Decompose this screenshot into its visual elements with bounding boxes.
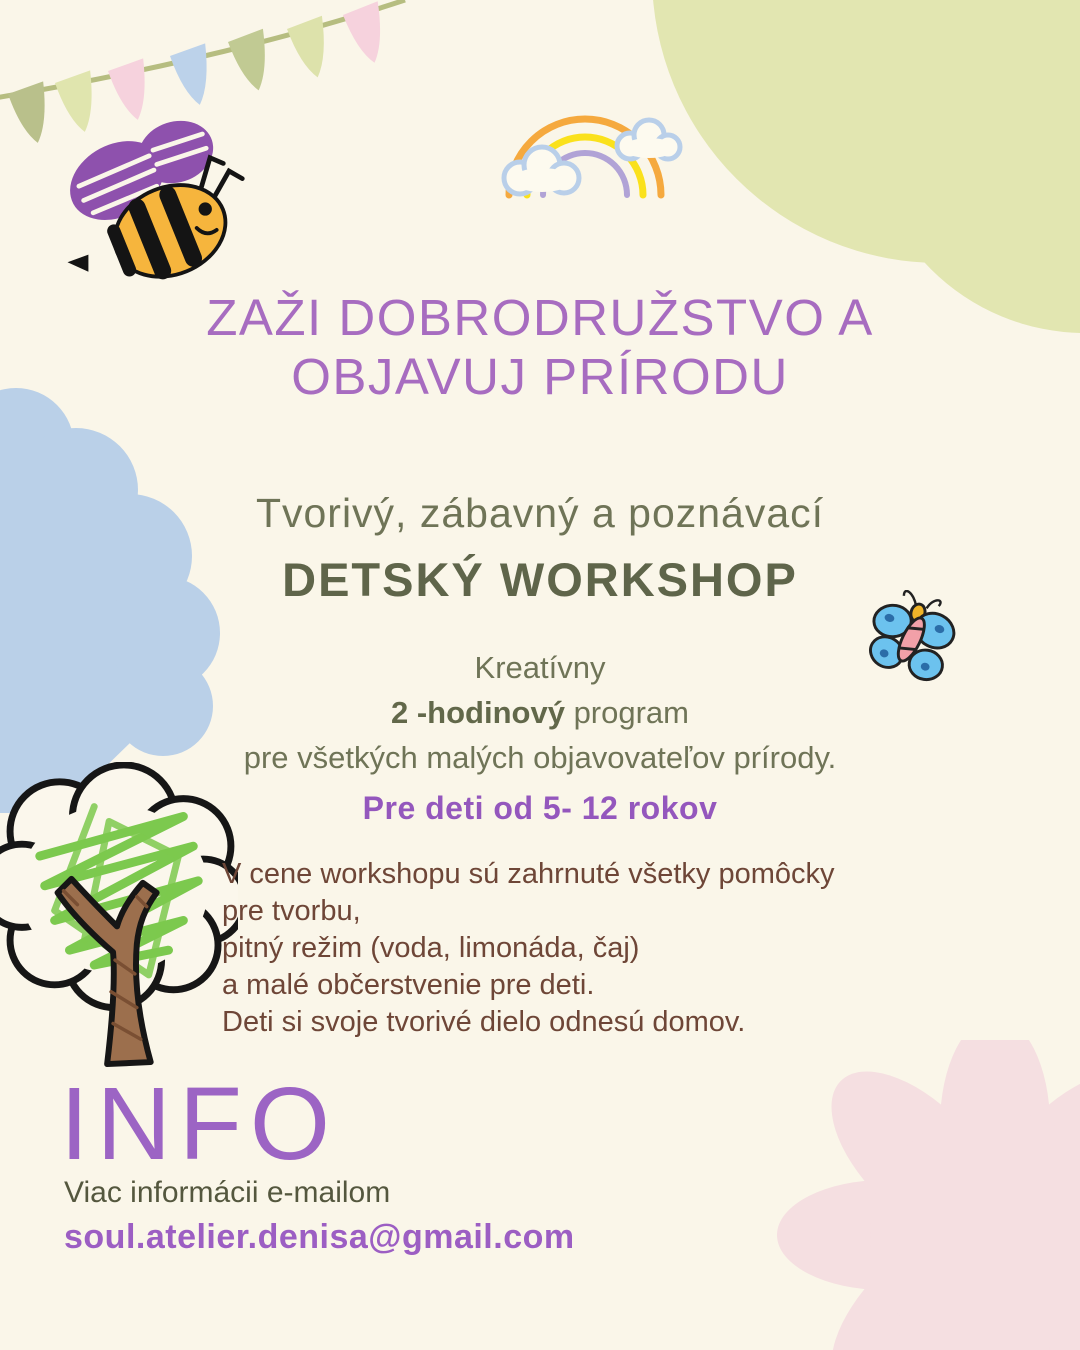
bee-icon	[58, 112, 248, 288]
details-line: a malé občerstvenie pre deti.	[222, 969, 595, 1001]
program-line2: 2 -hodinový program	[391, 695, 689, 730]
poster-title-line2: OBJAVUJ PRÍRODU	[291, 348, 789, 405]
details-line: V cene workshopu sú zahrnuté všetky pomôcky	[222, 858, 835, 890]
workshop-subtitle: Tvorivý, zábavný a poznávací	[255, 490, 825, 536]
info-heading: INFO	[60, 1066, 339, 1181]
program-line1: Kreatívny	[474, 650, 606, 685]
details-line: Deti si svoje tvorivé dielo odnesú domov.	[222, 1006, 746, 1038]
info-note: Viac informácii e-mailom	[64, 1176, 391, 1209]
audience-line: Pre deti od 5- 12 rokov	[362, 790, 718, 826]
contact-email: soul.atelier.denisa@gmail.com	[64, 1218, 575, 1256]
details-line: pitný režim (voda, limonáda, čaj)	[222, 932, 640, 964]
poster-title	[0, 288, 1080, 406]
details-line: pre tvorbu,	[222, 895, 361, 927]
poster-title-line1: ZAŽI DOBRODRUŽSTVO A	[206, 289, 874, 346]
flower-blob-shape	[750, 1040, 1080, 1350]
details-text	[222, 856, 942, 1041]
program-duration: 2 -hodinový	[391, 695, 565, 730]
program-line3: pre všetkých malých objavovateľov prírody.	[243, 740, 837, 775]
workshop-heading: DETSKÝ WORKSHOP	[282, 553, 798, 606]
rainbow-icon	[480, 60, 700, 210]
program-description	[0, 645, 1080, 780]
